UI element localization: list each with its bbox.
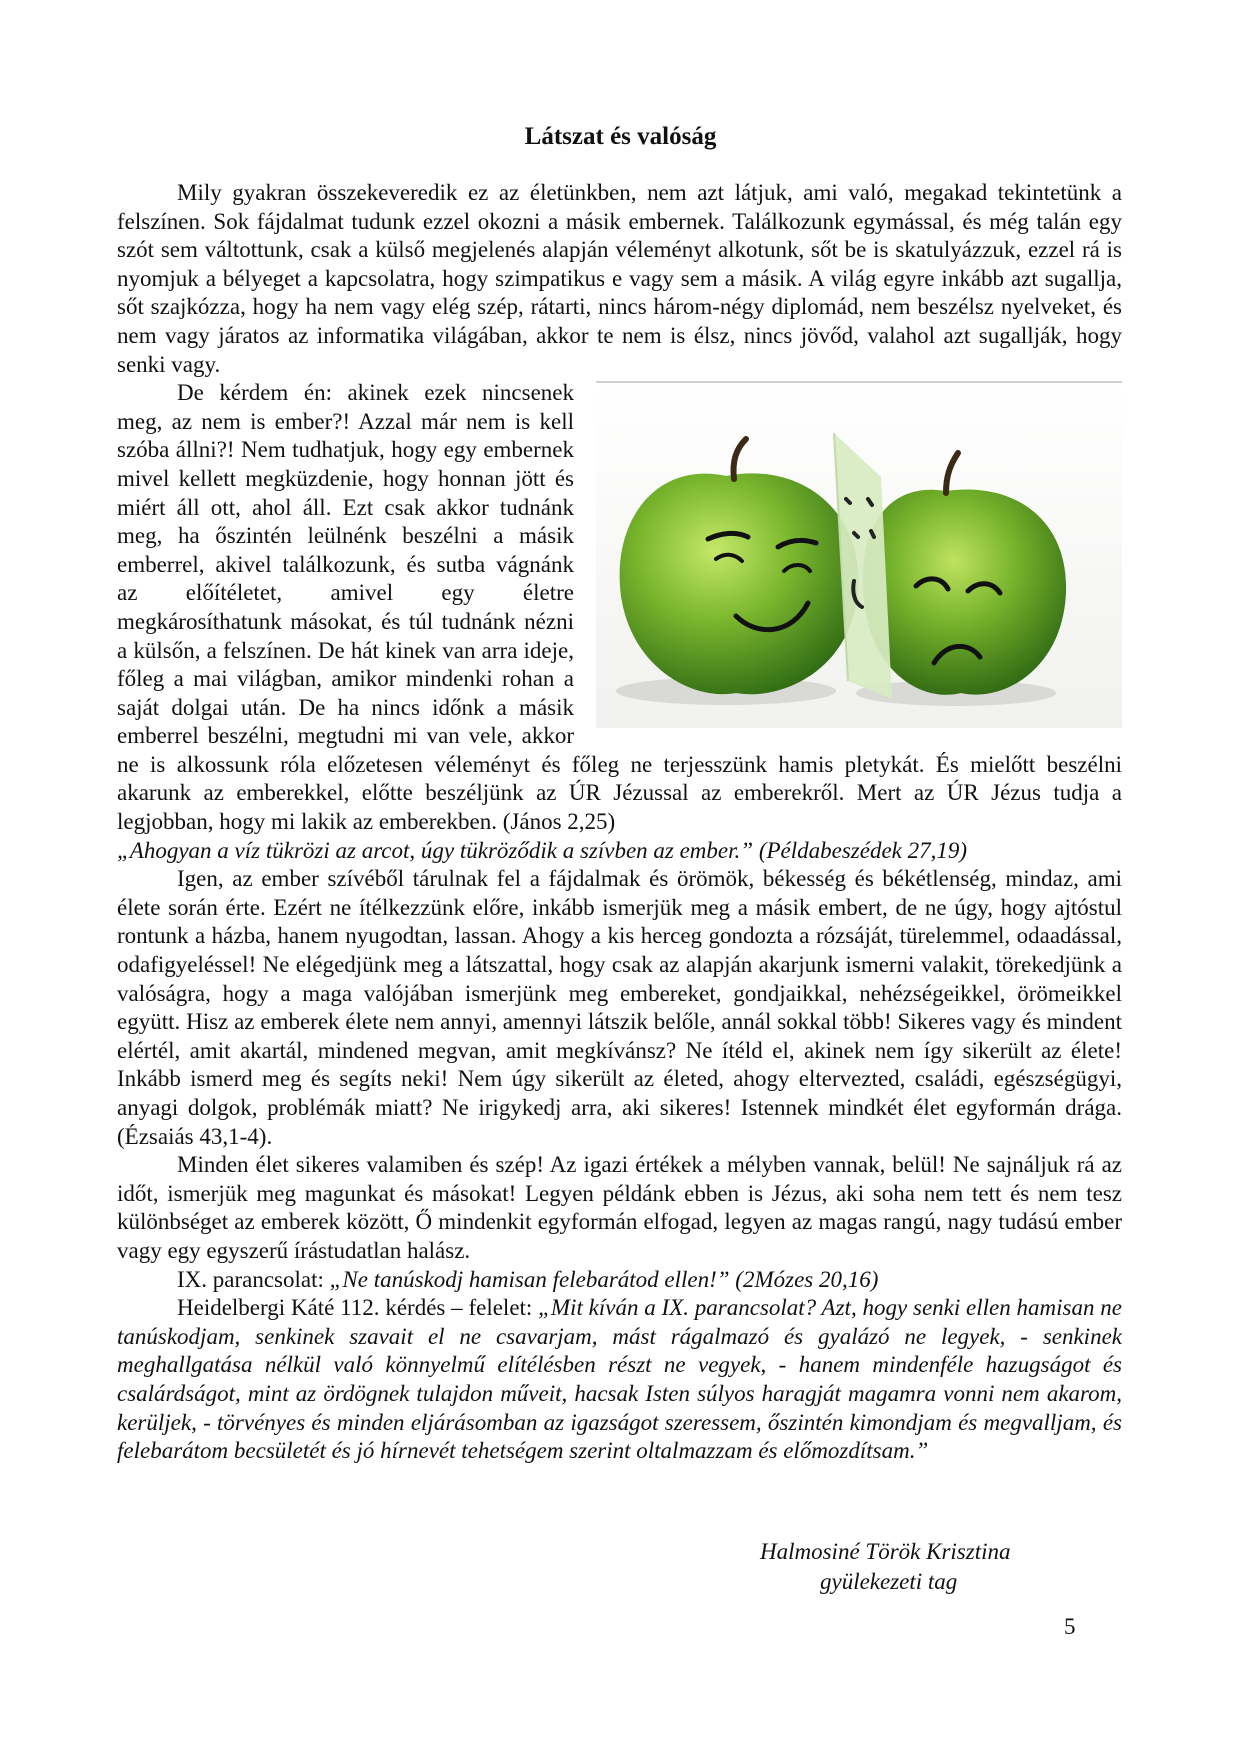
apples-illustration <box>596 381 1122 728</box>
paragraph-2-text: De kérdem én: akinek ezek nincsenek meg, az nem is ember?! Azzal már nem is kell szóba állni?! Nem tudhatjuk, hogy egy embernek mivel kellett megküzdenie, hogy honnan jött és miért áll ott, ahol áll. Ezt csak akkor tudnánk meg, ha őszintén leülnénk beszélni a másik emberrel, akivel találkozunk, és sutba vágnánk az előítéletet, amivel egy életre megkárosíthatunk másokat, és túl tudnánk nézni a külsőn, a felszínen. De hát kinek van arra ideje, főleg a mai világban, amikor mindenki rohan a saját dolgai után. De ha nincs időnk a másik emberrel beszélni, megtudni mi van vele, akkor ne is alkossunk róla előzetesen véleményt és főleg ne terjesszünk hamis pletykát. És mielőtt beszélni akarunk az emberekkel, előtte beszéljünk az ÚR Jézussal az emberekről. Mert az ÚR Jézus tudja a legjobban, hogy mi lakik az emberekben. (János 2,25) <box>117 380 1122 835</box>
catechism-label: Heidelbergi Káté 112. kérdés – felelet: <box>177 1295 539 1321</box>
catechism-quote: „Mit kíván a IX. parancsolat? Azt, hogy senki ellen hamisan ne tanúskodjam, senkinek szavait el ne csavarjam, mást rágalmazó és gyalázó ne legyek, - senkinek meghallgatása nélkül való könnyelmű elítélésben részt ne vegyek, - hanem mindenféle hazugságot és csalárdságot, mint az ördögnek tulajdon műveit, hacsak Isten súlyos haragját magamra vonni nem akarom, kerüljek, - törvényes és minden eljárásomban az igazságot szeressem, őszintén kimondjam és megvalljam, és felebarátom becsületét és jó hírnevét tehetségem szerint oltalmazzam és előmozdítsam.” <box>117 1295 1122 1464</box>
author-name: Halmosiné Török Krisztina <box>760 1539 1011 1564</box>
apples-image <box>596 381 1122 728</box>
article-body <box>117 179 1122 1466</box>
paragraph-3: Igen, az ember szívéből tárulnak fel a fájdalmak és örömök, békesség és békétlenség, mindaz, ami élete során érte. Ezért ne ítélkezzünk előre, inkább ismerjük meg a másik embert, de ne úgy, hogy ajtóstul rontunk a házba, hanem nyugodtan, lassan. Ahogy a kis herceg gondozta a rózsáját, türelemmel, odaadással, odafigyeléssel! Ne elégedjünk meg a látszattal, hogy csak az alapján akarjunk ismerni valakit, törekedjünk a valóságra, hogy a maga valójában ismerjünk meg embereket, gondjaikkal, nehézségeikkel, örömeikkel együtt. Hisz az emberek élete nem annyi, amennyi látszik belőle, annál sokkal több! Sikeres vagy és mindent elértél, amit akartál, mindened megvan, amit megkívánsz? Ne ítéld el, akinek nem így sikerült az élete! Inkább ismerd meg és segíts neki! Nem úgy sikerült az életed, ahogy eltervezted, családi, egészségügyi, anyagi dolgok, problémák miatt? Ne irigykedj arra, aki sikeres! Istennek mindkét élet egyformán drága. (Ézsaiás 43,1-4). <box>117 866 1122 1149</box>
author-role: gyülekezeti tag <box>820 1569 958 1594</box>
page-number: 5 <box>1064 1614 1076 1639</box>
paragraph-5 <box>117 1266 1122 1295</box>
paragraph-6 <box>117 1294 1122 1466</box>
commandment-quote: „Ne tanúskodj hamisan felebarátod ellen!” (2Mózes 20,16) <box>329 1266 879 1292</box>
page-title: Látszat és valóság <box>524 123 717 150</box>
signature-block <box>760 1537 1060 1597</box>
paragraph-1: Mily gyakran összekeveredik ez az életünkben, nem azt látjuk, ami való, megakad tekintetünk a felszínen. Sok fájdalmat tudunk ezzel okozni a másik embernek. Találkozunk egymással, és még talán egy szót sem váltottunk, csak a külső megjelenés alapján véleményt alkotunk, sőt be is skatulyázzuk, ezzel rá is nyomjuk a bélyeget a kapcsolatra, hogy szimpatikus e vagy sem a másik. A világ egyre inkább azt sugallja, sőt szajkózza, hogy ha nem vagy elég szép, rátarti, nincs három-négy diplomád, nem beszélsz nyelveket, és nem vagy járatos az informatika világában, akkor te nem is élsz, nincs jövőd, valahol azt sugallják, hogy senki vagy. <box>117 180 1122 377</box>
paragraph-4: Minden élet sikeres valamiben és szép! Az igazi értékek a mélyben vannak, belül! Ne sajnáljuk rá az időt, ismerjük meg magunkat és másokat! Legyen példánk ebben is Jézus, aki soha nem tett és nem tesz különbséget az emberek között, Ő mindenkit egyformán elfogad, legyen az magas rangú, nagy tudású ember vagy egy egyszerű írástudatlan halász. <box>117 1152 1122 1263</box>
commandment-label: IX. parancsolat: <box>177 1266 330 1292</box>
apple-right <box>863 490 1066 695</box>
proverbs-quote: „Ahogyan a víz tükrözi az arcot, úgy tükröződik a szívben az ember.” (Példabeszédek 27,19) <box>117 837 968 863</box>
apple-left <box>620 474 859 695</box>
